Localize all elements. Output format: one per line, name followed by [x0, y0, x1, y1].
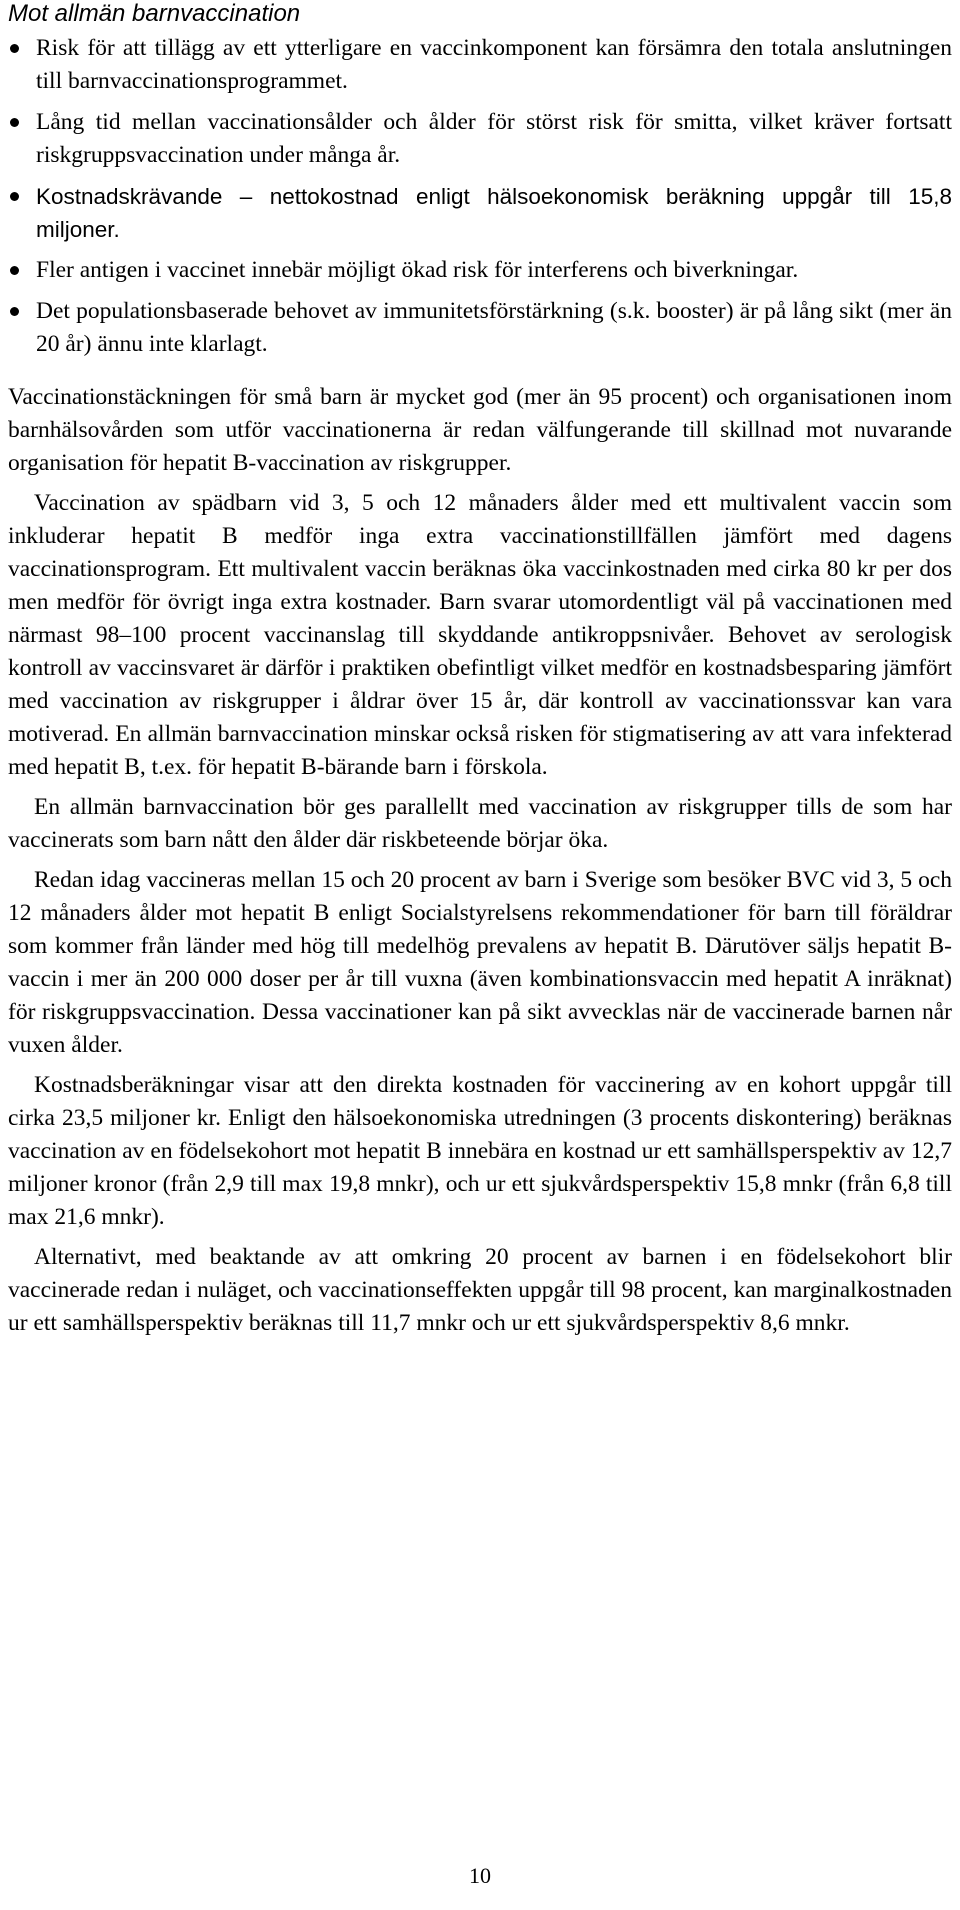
list-item-text: Lång tid mellan vaccinationsålder och ålder för störst risk för smitta, vilket kräver fortsatt riskgruppsvaccination under många år. [36, 109, 952, 168]
list-item-text: Det populationsbaserade behovet av immunitetsförstärkning (s.k. booster) är på lång sikt (mer än 20 år) ännu inte klarlagt. [36, 298, 952, 357]
list-item-text: Fler antigen i vaccinet innebär möjligt ökad risk för interferens och biverkningar. [36, 257, 799, 283]
paragraph: Kostnadsberäkningar visar att den direkta kostnaden för vaccinering av en kohort uppgår till cirka 23,5 miljoner kr. Enligt den hälsoekonomiska utredningen (3 procents diskontering) beräknas vaccination av en födelsekohort mot hepatit B innebära en kostnad ur ett samhällsperspektiv av 12,7 miljoner kronor (från 2,9 till max 19,8 mnkr), och ur ett sjukvårdsperspektiv 15,8 mnkr (från 6,8 till max 21,6 mnkr). [8, 1072, 952, 1230]
page-number: 10 [469, 1863, 491, 1888]
bullet-icon [10, 307, 19, 316]
body-text [8, 381, 952, 1340]
list-item-text: Risk för att tillägg av ett ytterligare en vaccinkomponent kan försämra den totala anslutningen till barnvaccinationsprogrammet. [36, 35, 952, 94]
paragraph: Redan idag vaccineras mellan 15 och 20 procent av barn i Sverige som besöker BVC vid 3, 5 och 12 månaders ålder mot hepatit B enligt Socialstyrelsens rekommendationer för barn till föräldrar som kommer från länder med hög till medelhög prevalens av hepatit B. Därutöver säljs hepatit B-vaccin i mer än 200 000 doser per år till vuxna (även kombinationsvaccin med hepatit A inräknat) för riskgruppsvaccination. Dessa vaccinationer kan på sikt avvecklas när de vaccinerade barnen når vuxen ålder. [8, 867, 952, 1058]
list-item [8, 106, 952, 172]
bullet-icon [10, 266, 19, 275]
list-item [8, 32, 952, 98]
bullet-icon [10, 192, 19, 201]
section-heading: Mot allmän barnvaccination [8, 0, 301, 27]
paragraph: Alternativt, med beaktande av att omkring 20 procent av barnen i en födelsekohort blir vaccinerade redan i nuläget, och vaccinationseffekten uppgår till 98 procent, kan marginalkostnaden ur ett samhällsperspektiv beräknas till 11,7 mnkr och ur ett sjukvårdsperspektiv 8,6 mnkr. [8, 1244, 952, 1336]
paragraph: Vaccination av spädbarn vid 3, 5 och 12 månaders ålder med ett multivalent vaccin som inkluderar hepatit B medför inga extra vaccinationstillfällen jämfört med dagens vaccinationsprogram. Ett multivalent vaccin beräknas öka vaccinkostnaden med cirka 80 kr per dos men medför för övrigt inga extra kostnader. Barn svarar utomordentligt väl på vaccinationen med närmast 98–100 procent vaccinanslag till skyddande antikroppsnivåer. Behovet av serologisk kontroll av vaccinsvaret är därför i praktiken obefintligt vilket medför en kostnadsbesparing jämfört med vaccination av riskgrupper i åldrar över 15 år, där kontroll av vaccinationssvar kan vara motiverad. En allmän barnvaccination minskar också risken för stigmatisering av att vara infekterad med hepatit B, t.ex. för hepatit B-bärande barn i förskola. [8, 490, 952, 780]
list-item [8, 254, 952, 287]
document-page [8, 0, 952, 1347]
argument-list [8, 32, 952, 361]
list-item [8, 180, 952, 246]
list-item [8, 295, 952, 361]
paragraph: En allmän barnvaccination bör ges parallellt med vaccination av riskgrupper tills de som har vaccinerats som barn nått den ålder där riskbeteende börjar öka. [8, 794, 952, 853]
bullet-icon [10, 44, 19, 53]
list-item-text: Kostnadskrävande – nettokostnad enligt hälsoekonomisk beräkning uppgår till 15,8 miljoner. [36, 184, 952, 242]
bullet-icon [10, 118, 19, 127]
paragraph: Vaccinationstäckningen för små barn är mycket god (mer än 95 procent) och organisationen inom barnhälsovården som utför vaccinationerna är redan välfungerande till skillnad mot nuvarande organisation för hepatit B-vaccination av riskgrupper. [8, 384, 952, 476]
